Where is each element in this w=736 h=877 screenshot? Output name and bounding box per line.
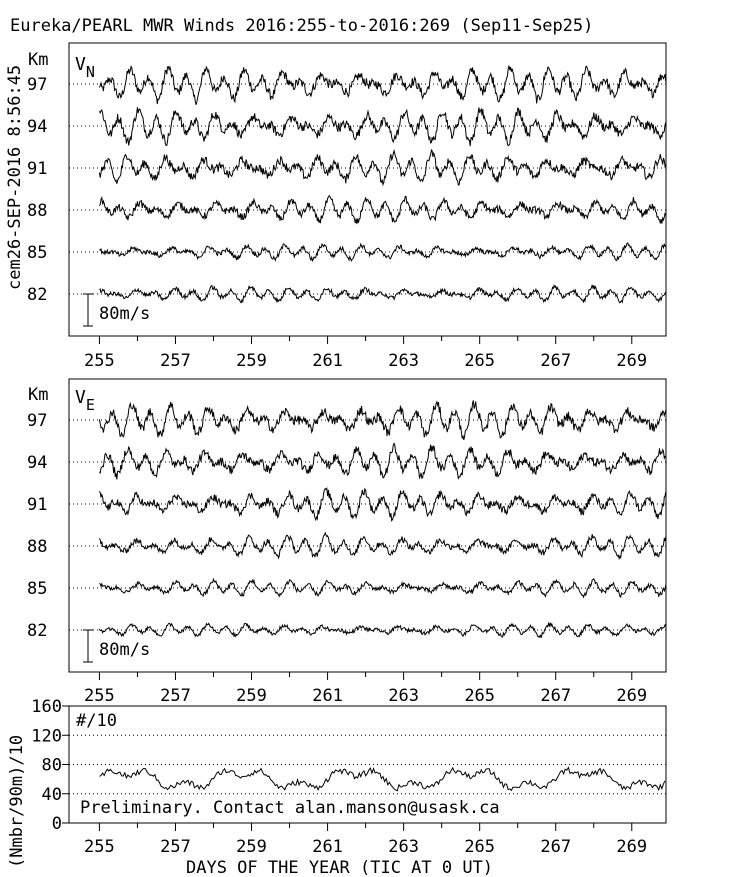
count-y-tick-160: 160 xyxy=(31,697,62,717)
x-tick-label-count-259: 259 xyxy=(236,837,267,857)
series-vn-82km xyxy=(99,285,665,303)
x-tick-label-count-269: 269 xyxy=(616,837,648,857)
panel-count-note: Preliminary. Contact alan.manson@usask.ca xyxy=(80,798,500,818)
side-timestamp: cem26-SEP-2016 8:56:45 xyxy=(5,64,25,290)
panel-ve-units: Km xyxy=(28,385,49,405)
x-tick-label-vn-267: 267 xyxy=(540,351,572,371)
height-label-ve-85: 85 xyxy=(27,579,48,599)
height-label-vn-94: 94 xyxy=(27,117,48,137)
x-tick-label-vn-263: 263 xyxy=(388,351,419,371)
x-tick-label-count-255: 255 xyxy=(84,837,115,857)
height-label-vn-82: 82 xyxy=(27,285,48,305)
x-tick-label-vn-259: 259 xyxy=(236,351,267,371)
x-tick-label-vn-269: 269 xyxy=(616,351,648,371)
series-vn-88km xyxy=(99,196,665,224)
panel-vn-scale-label: 80m/s xyxy=(99,304,151,324)
height-label-ve-82: 82 xyxy=(27,621,48,641)
panel-ve xyxy=(27,379,666,672)
x-tick-label-vn-261: 261 xyxy=(312,351,343,371)
x-tick-label-vn-265: 265 xyxy=(464,351,496,371)
x-tick-label-ve-263: 263 xyxy=(388,686,419,706)
series-vn-97km xyxy=(99,66,665,105)
chart-title: Eureka/PEARL MWR Winds 2016:255-to-2016:269 (Sep11-Sep25) xyxy=(10,16,594,36)
x-tick-label-vn-255: 255 xyxy=(84,351,115,371)
series-ve-91km xyxy=(99,488,665,520)
x-tick-label-ve-267: 267 xyxy=(540,686,572,706)
panel-vn-units: Km xyxy=(28,50,49,70)
panel-vn-scale-bar xyxy=(83,294,150,326)
series-ve-94km xyxy=(99,444,665,480)
x-axis-title: DAYS OF THE YEAR (TIC AT 0 UT) xyxy=(186,858,494,877)
height-label-ve-97: 97 xyxy=(27,411,48,431)
series-ve-82km xyxy=(99,623,665,638)
height-label-ve-88: 88 xyxy=(27,537,48,557)
height-label-vn-91: 91 xyxy=(27,159,48,179)
x-tick-label-ve-269: 269 xyxy=(616,686,648,706)
height-label-vn-97: 97 xyxy=(27,75,48,95)
count-series xyxy=(99,768,665,791)
x-tick-label-count-261: 261 xyxy=(312,837,343,857)
height-label-vn-85: 85 xyxy=(27,243,48,263)
x-tick-label-ve-261: 261 xyxy=(312,686,343,706)
panel-ve-scale-label: 80m/s xyxy=(99,640,151,660)
series-ve-88km xyxy=(99,533,665,559)
count-y-tick-80: 80 xyxy=(41,755,62,776)
panel-ve-scale-bar xyxy=(83,630,150,662)
x-tick-label-ve-257: 257 xyxy=(160,686,191,706)
x-tick-label-count-257: 257 xyxy=(160,837,191,857)
count-y-tick-0: 0 xyxy=(51,814,62,834)
series-vn-94km xyxy=(99,107,665,146)
panel-ve-label: $V_E$ xyxy=(75,387,95,414)
x-tick-label-ve-259: 259 xyxy=(236,686,267,706)
height-label-ve-94: 94 xyxy=(27,453,48,473)
series-ve-85km xyxy=(99,579,665,597)
x-tick-label-vn-257: 257 xyxy=(160,351,191,371)
series-ve-97km xyxy=(99,400,665,440)
count-y-tick-120: 120 xyxy=(31,726,62,747)
height-label-ve-91: 91 xyxy=(27,495,48,515)
x-tick-label-count-263: 263 xyxy=(388,837,419,857)
series-vn-91km xyxy=(99,150,665,185)
panel-count-annotation: #/10 xyxy=(76,711,117,731)
height-label-vn-88: 88 xyxy=(27,201,48,221)
x-tick-label-count-267: 267 xyxy=(540,837,572,857)
panel-vn xyxy=(27,43,666,336)
x-tick-label-count-265: 265 xyxy=(464,837,496,857)
count-y-tick-40: 40 xyxy=(41,784,62,805)
panel-count-ylabel: (Nmbr/90m)/10 xyxy=(7,734,27,868)
x-tick-label-ve-265: 265 xyxy=(464,686,496,706)
x-tick-label-ve-255: 255 xyxy=(84,686,115,706)
panel-vn-label: $V_N$ xyxy=(75,54,95,81)
series-vn-85km xyxy=(99,243,665,261)
